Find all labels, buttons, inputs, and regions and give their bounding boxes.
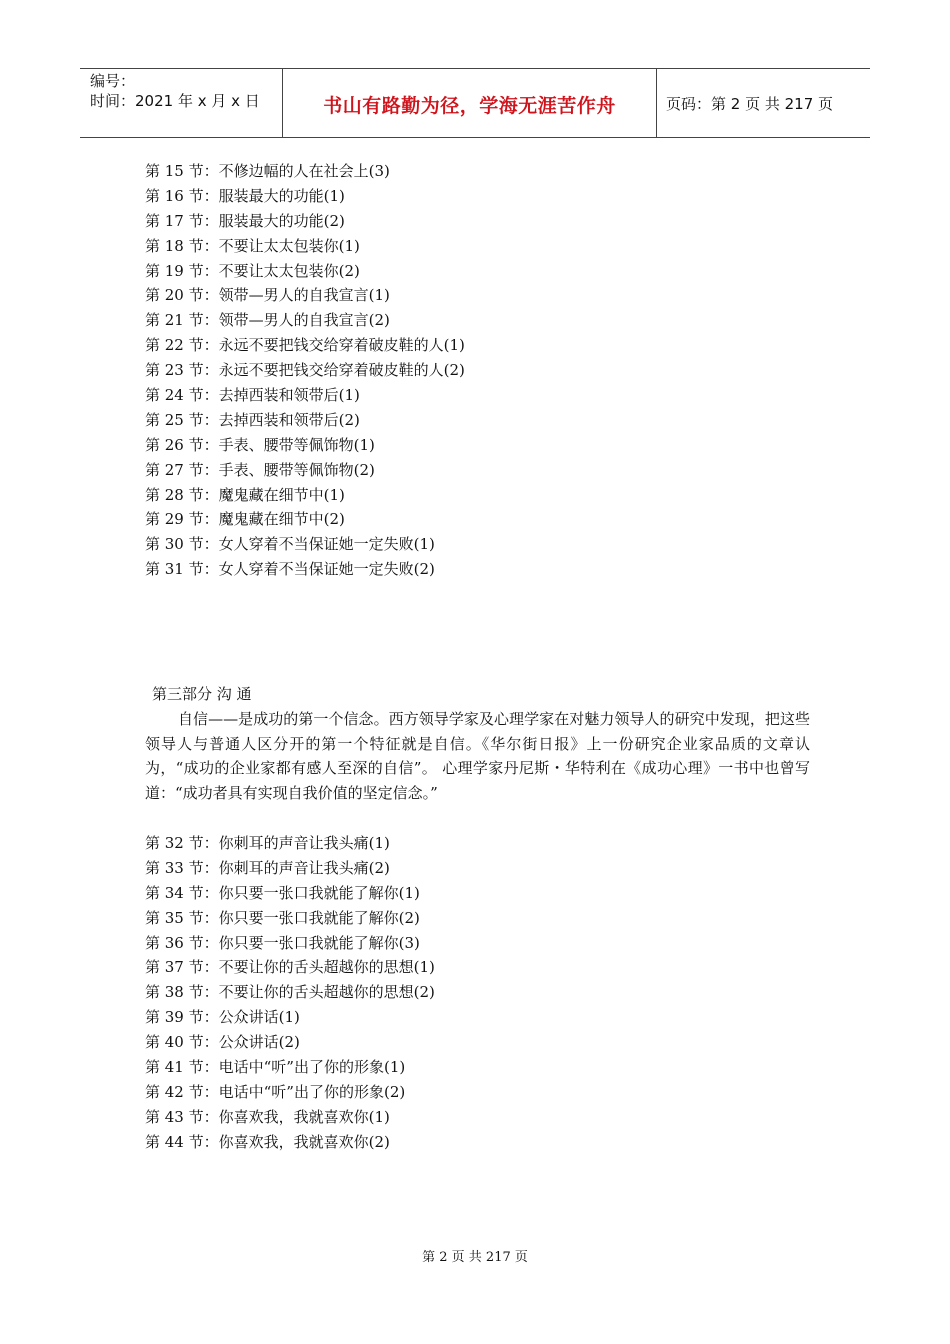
toc-item: 第 42 节：电话中“听”出了你的形象(2)	[145, 1082, 406, 1101]
document-number-label: 编号：	[90, 72, 136, 90]
document-date-label: 时间：2021 年 x 月 x 日	[90, 92, 260, 110]
toc-item: 第 29 节：魔鬼藏在细节中(2)	[145, 510, 345, 529]
toc-item: 第 27 节：手表、腰带等佩饰物(2)	[145, 460, 375, 479]
toc-item: 第 32 节：你刺耳的声音让我头痛(1)	[145, 834, 390, 852]
header-meta	[90, 71, 282, 111]
header-page-number: 页码：第 2 页 共 217 页	[666, 95, 834, 113]
toc-item: 第 25 节：去掉西装和领带后(2)	[145, 410, 360, 429]
page-footer	[0, 1246, 950, 1265]
toc-item: 第 28 节：魔鬼藏在细节中(1)	[145, 485, 345, 504]
toc-item: 第 44 节：你喜欢我，我就喜欢你(2)	[145, 1132, 390, 1151]
toc-item: 第 41 节：电话中“听”出了你的形象(1)	[145, 1058, 406, 1077]
toc-item: 第 15 节：不修边幅的人在社会上(3)	[145, 162, 390, 180]
toc-item: 第 24 节：去掉西装和领带后(1)	[145, 386, 360, 405]
toc-item: 第 20 节：领带—男人的自我宣言(1)	[145, 286, 390, 305]
footer-page-number: 第 2 页 共 217 页	[422, 1250, 528, 1265]
section-intro-paragraph: 自信——是成功的第一个信念。西方领导学家及心理学家在对魅力领导人的研究中发现，把这些领导人与普通人区分开的第一个特征就是自信。《华尔街日报》上一份研究企业家品质的文章认为，“成功的企业家都有感人至深的自信”。 心理学家丹尼斯・华特利在《成功心理》一书中也曾写道：“成功者具有实现自我价值的坚定信念。”	[145, 710, 810, 803]
toc-item: 第 26 节：手表、腰带等佩饰物(1)	[145, 435, 375, 454]
toc-item: 第 22 节：永远不要把钱交给穿着破皮鞋的人(1)	[145, 336, 465, 355]
toc-item: 第 36 节：你只要一张口我就能了解你(3)	[145, 933, 420, 952]
header-motto: 书山有路勤为径，学海无涯苦作舟	[323, 95, 616, 117]
toc-item: 第 38 节：不要让你的舌头超越你的思想(2)	[145, 983, 435, 1002]
toc-item: 第 34 节：你只要一张口我就能了解你(1)	[145, 883, 420, 902]
toc-item: 第 37 节：不要让你的舌头超越你的思想(1)	[145, 958, 435, 977]
toc-item: 第 40 节：公众讲话(2)	[145, 1033, 300, 1052]
toc-list-part2	[145, 159, 465, 582]
toc-item: 第 39 节：公众讲话(1)	[145, 1008, 300, 1027]
section-title: 第三部分 沟 通	[152, 685, 252, 703]
toc-item: 第 35 节：你只要一张口我就能了解你(2)	[145, 908, 420, 927]
page-header	[80, 68, 870, 138]
header-divider	[656, 69, 657, 137]
toc-item: 第 33 节：你刺耳的声音让我头痛(2)	[145, 858, 390, 877]
toc-item: 第 43 节：你喜欢我，我就喜欢你(1)	[145, 1107, 390, 1126]
toc-item: 第 31 节：女人穿着不当保证她一定失败(2)	[145, 560, 435, 579]
toc-item: 第 23 节：永远不要把钱交给穿着破皮鞋的人(2)	[145, 361, 465, 380]
toc-item: 第 19 节：不要让太太包装你(2)	[145, 261, 360, 280]
toc-item: 第 16 节：服装最大的功能(1)	[145, 186, 345, 205]
toc-item: 第 17 节：服装最大的功能(2)	[145, 211, 345, 230]
toc-list-part3	[145, 831, 435, 1155]
toc-item: 第 18 节：不要让太太包装你(1)	[145, 236, 360, 255]
toc-item: 第 21 节：领带—男人的自我宣言(2)	[145, 311, 390, 330]
toc-item: 第 30 节：女人穿着不当保证她一定失败(1)	[145, 535, 435, 554]
